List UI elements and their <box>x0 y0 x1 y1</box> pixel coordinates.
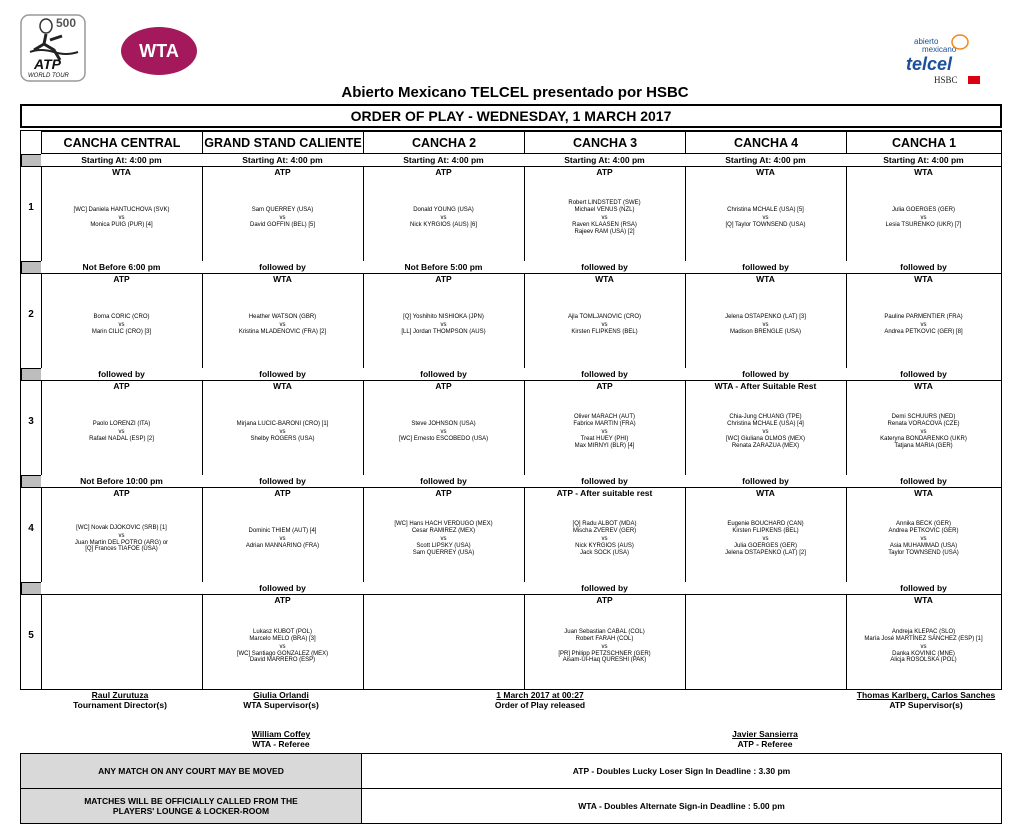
player-name: Kirsten FLIPKENS (BEL) <box>732 528 799 535</box>
match-cell <box>202 381 364 475</box>
player-name: [Q] Taylor TOWNSEND (USA) <box>725 222 806 228</box>
tour-label: ATP <box>113 381 130 391</box>
player-name: Pauline PARMENTIER (FRA) <box>884 314 963 321</box>
tour-label <box>363 595 524 605</box>
director-role: Tournament Director(s) <box>73 700 167 710</box>
match-start-header: followed by <box>846 582 1002 595</box>
player-name: David MARRERO (ESP) <box>249 657 316 664</box>
match-cell <box>202 595 364 690</box>
atp-text: ATP <box>34 56 61 72</box>
player-name: Chia-Jung CHUANG (TPE) <box>729 414 802 421</box>
match-players <box>846 605 1001 688</box>
match-players <box>846 284 1001 366</box>
atp-subtext: WORLD TOUR <box>28 73 69 79</box>
player-name: Tatjana MARIA (GER) <box>894 442 953 449</box>
match-start-header: followed by <box>202 475 364 488</box>
player-name: Andrea PETKOVIC (GER) [8] <box>884 329 963 335</box>
tour-label: ATP <box>435 381 452 391</box>
court-header-5: CANCHA 4 <box>685 131 847 154</box>
match-cell <box>846 274 1002 368</box>
match-cell <box>363 595 525 690</box>
player-name: [WC] Hans HACH VERDUGO (MEX) <box>394 521 493 528</box>
atp-500-text: 500 <box>56 16 77 30</box>
tour-label: WTA <box>273 381 292 391</box>
match-start-header: Starting At: 4:00 pm <box>524 154 686 167</box>
match-cell <box>41 488 203 582</box>
match-players <box>41 498 202 580</box>
atp-500-logo <box>20 14 86 82</box>
atp-deadline: ATP - Doubles Lucky Loser Sign In Deadline : 3.30 pm <box>361 753 1002 789</box>
telcel-brand: telcel <box>906 54 953 74</box>
player-name: Oliver MARACH (AUT) <box>574 414 635 421</box>
match-players <box>685 177 846 259</box>
tournament-director <box>40 690 200 710</box>
match-cell <box>202 167 364 261</box>
tour-label: WTA <box>595 274 614 284</box>
player-name: Dominic THIEM (AUT) [4] <box>248 528 317 535</box>
round-number: 2 <box>28 309 34 320</box>
player-name: Madison BRENGLE (USA) <box>729 329 802 335</box>
tour-label: ATP <box>113 274 130 284</box>
tour-label: ATP <box>596 595 613 605</box>
match-cell <box>524 274 686 368</box>
match-cell <box>363 274 525 368</box>
tour-label: WTA <box>756 488 775 498</box>
match-start-header: Not Before 5:00 pm <box>363 261 525 274</box>
tour-label: ATP <box>274 595 291 605</box>
match-players <box>524 391 685 473</box>
match-players <box>41 284 202 366</box>
match-cell <box>41 381 203 475</box>
versus-label: vs <box>762 536 769 542</box>
tour-label <box>685 595 846 605</box>
player-name: Donald YOUNG (USA) <box>413 207 474 214</box>
player-name: Marcelo MELO (BRA) [3] <box>249 635 316 642</box>
order-released <box>440 690 640 710</box>
match-cell <box>685 167 847 261</box>
player-name: Jelena OSTAPENKO (LAT) [2] <box>725 549 806 556</box>
tour-label: ATP <box>596 167 613 177</box>
player-name: Lukasz KUBOT (POL) <box>253 628 312 635</box>
player-name: Kateryna BONDARENKO (UKR) <box>880 436 967 442</box>
match-cell <box>685 488 847 582</box>
tour-label: WTA <box>273 274 292 284</box>
match-cell <box>685 381 847 475</box>
player-name: Eugenie BOUCHARD (CAN) <box>727 521 804 528</box>
versus-label: vs <box>920 536 927 542</box>
player-name: Sam QUERREY (USA) <box>251 207 314 214</box>
match-cell <box>685 595 847 690</box>
versus-label: vs <box>279 215 286 221</box>
row-header-marker <box>21 154 42 167</box>
player-name: Nick KYRGIOS (AUS) [6] <box>409 222 477 228</box>
match-cell <box>846 381 1002 475</box>
match-cell <box>202 488 364 582</box>
row-header-marker <box>21 368 42 381</box>
tour-label: WTA <box>112 167 131 177</box>
player-name: Demi SCHUURS (NED) <box>891 414 956 421</box>
player-name: David GOFFIN (BEL) [5] <box>249 222 315 228</box>
tour-label: WTA <box>914 274 933 284</box>
versus-label: vs <box>440 322 447 328</box>
player-name: [WC] Santiago GONZALEZ (MEX) <box>236 650 329 657</box>
tour-label: ATP <box>435 488 452 498</box>
player-name: [WC] Giuliana OLMOS (MEX) <box>725 436 805 442</box>
match-players <box>202 177 363 259</box>
match-start-header <box>685 582 847 595</box>
player-name: Andrea PETKOVIC (GER) <box>888 528 959 535</box>
player-name: Lesia TSURENKO (UKR) [7] <box>885 222 962 228</box>
player-name: Aisam-Ul-Haq QURESHI (PAK) <box>562 657 647 664</box>
match-start-header: followed by <box>846 261 1002 274</box>
player-name: Raven KLAASEN (RSA) <box>572 222 637 228</box>
court-header-2: GRAND STAND CALIENTE <box>202 131 364 154</box>
match-players <box>363 177 524 259</box>
match-start-header: followed by <box>202 582 364 595</box>
match-players <box>41 605 202 688</box>
versus-label: vs <box>601 322 608 328</box>
atp-supervisor <box>836 690 1016 710</box>
player-name: Renata ZARAZUA (MEX) <box>731 442 800 449</box>
match-cell <box>363 167 525 261</box>
player-name: Monica PUIG (PUR) [4] <box>90 222 153 228</box>
versus-label: vs <box>601 536 608 542</box>
order-of-play-title: ORDER OF PLAY - WEDNESDAY, 1 MARCH 2017 <box>20 104 1002 128</box>
telcel-line2: mexicano <box>922 45 957 54</box>
player-name: Cesar RAMIREZ (MEX) <box>411 528 476 535</box>
wta-supervisor-name: Giulia Orlandi <box>253 690 309 700</box>
court-header-1: CANCHA CENTRAL <box>41 131 203 154</box>
player-name: Steve JOHNSON (USA) <box>411 421 476 428</box>
player-name: Julia GOERGES (GER) <box>733 543 797 549</box>
player-name: Max MIRNYI (BLR) [4] <box>574 442 635 449</box>
match-players <box>363 284 524 366</box>
wta-logo <box>120 26 198 76</box>
match-cell <box>524 381 686 475</box>
player-name: Sam QUERREY (USA) <box>412 549 475 556</box>
player-name: Ajla TOMLJANOVIC (CRO) <box>567 314 642 321</box>
match-start-header: followed by <box>846 368 1002 381</box>
match-players <box>41 391 202 473</box>
versus-label: vs <box>920 643 927 650</box>
match-start-header: followed by <box>524 261 686 274</box>
tour-label: WTA <box>756 167 775 177</box>
wta-logo-text: WTA <box>139 41 179 61</box>
player-name: Danka KOVINIC (MNE) <box>892 650 955 657</box>
match-start-header: followed by <box>202 368 364 381</box>
player-name: Michael VENUS (NZL) <box>574 207 635 214</box>
round-number: 3 <box>28 416 34 427</box>
match-start-header: followed by <box>202 261 364 274</box>
match-players <box>685 284 846 366</box>
player-name: [Q] Radu ALBOT (MDA) <box>572 521 637 528</box>
tour-label: ATP <box>596 381 613 391</box>
player-name: Scott LIPSKY (USA) <box>416 543 471 549</box>
match-start-header: followed by <box>363 368 525 381</box>
versus-label: vs <box>920 215 927 221</box>
versus-label: vs <box>440 429 447 435</box>
versus-label: vs <box>118 215 125 221</box>
released-label: Order of Play released <box>494 700 586 710</box>
versus-label: vs <box>118 322 125 328</box>
court-header-3: CANCHA 2 <box>363 131 525 154</box>
director-name: Raul Zurutuza <box>91 690 149 700</box>
match-start-header: followed by <box>685 261 847 274</box>
match-players <box>202 605 363 688</box>
versus-label: vs <box>601 643 608 650</box>
match-players <box>202 498 363 580</box>
match-cell <box>363 488 525 582</box>
versus-label: vs <box>118 532 125 539</box>
match-players <box>524 498 685 580</box>
versus-label: vs <box>601 429 608 435</box>
match-players <box>524 605 685 688</box>
player-name: Juan Martin DEL POTRO (ARG) or <box>74 539 169 546</box>
match-players <box>524 284 685 366</box>
atp-supervisor-name: Thomas Karlberg, Carlos Sanches <box>856 690 996 700</box>
released-date: 1 March 2017 at 00:27 <box>496 690 584 700</box>
match-players <box>685 391 846 473</box>
telcel-line1: abierto <box>914 37 939 46</box>
player-name: Rafael NADAL (ESP) [2] <box>89 436 154 442</box>
wta-referee <box>201 729 361 749</box>
tournament-title: Abierto Mexicano TELCEL presentado por HSBC <box>341 84 689 101</box>
match-players <box>202 391 363 473</box>
player-name: [Q] Frances TIAFOE (USA) <box>85 546 158 553</box>
player-name: Rajeev RAM (USA) [2] <box>574 228 635 235</box>
court-header-6: CANCHA 1 <box>846 131 1002 154</box>
match-cell <box>524 595 686 690</box>
match-players <box>685 605 846 688</box>
player-name: Treat HUEY (PHI) <box>580 436 629 442</box>
player-name: Fabrice MARTIN (FRA) <box>573 421 636 428</box>
match-players <box>846 498 1001 580</box>
versus-label: vs <box>920 322 927 328</box>
match-start-header: Starting At: 4:00 pm <box>846 154 1002 167</box>
match-players <box>363 498 524 580</box>
wta-referee-name: William Coffey <box>251 729 311 739</box>
player-name: María José MARTÍNEZ SÁNCHEZ (ESP) [1] <box>864 635 983 642</box>
player-name: Kristina MLADENOVIC (FRA) [2] <box>238 329 327 335</box>
player-name: Asia MUHAMMAD (USA) <box>889 543 958 549</box>
tour-label: ATP <box>435 167 452 177</box>
round-number: 5 <box>28 630 34 641</box>
player-name: [Q] Yoshihito NISHIOKA (JPN) <box>403 314 484 321</box>
player-name: Alicja ROSOLSKA (POL) <box>890 657 957 664</box>
player-name: Annika BECK (GER) <box>895 521 952 528</box>
match-cell <box>363 381 525 475</box>
player-name: Nick KYRGIOS (AUS) <box>575 543 634 549</box>
player-name: [WC] Novak DJOKOVIC (SRB) [1] <box>76 524 167 531</box>
row-header-marker <box>21 261 42 274</box>
round-number: 1 <box>28 202 34 213</box>
match-players <box>202 284 363 366</box>
tour-label: WTA - After Suitable Rest <box>714 381 817 391</box>
player-name: Andreja KLEPAC (SLO) <box>891 628 956 635</box>
match-start-header: followed by <box>524 475 686 488</box>
versus-label: vs <box>440 536 447 542</box>
match-start-header: Starting At: 4:00 pm <box>685 154 847 167</box>
player-name: [WC] Ernesto ESCOBEDO (USA) <box>398 436 489 442</box>
wta-supervisor-role: WTA Supervisor(s) <box>243 700 319 710</box>
match-players <box>685 498 846 580</box>
match-start-header: followed by <box>685 475 847 488</box>
player-name: Borna CORIC (CRO) <box>93 314 150 321</box>
tour-label: ATP <box>274 488 291 498</box>
match-players <box>524 177 685 259</box>
player-name: Mirjana LUCIC-BARONI (CRO) [1] <box>236 421 329 428</box>
match-cell <box>41 167 203 261</box>
player-name: Julia GOERGES (GER) <box>891 207 955 214</box>
tour-label: ATP <box>113 488 130 498</box>
wta-supervisor <box>201 690 361 710</box>
versus-label: vs <box>920 429 927 435</box>
match-players <box>846 391 1001 473</box>
player-name: [WC] Daniela HANTUCHOVA (SVK) <box>73 207 170 214</box>
versus-label: vs <box>762 429 769 435</box>
match-start-header: Not Before 10:00 pm <box>41 475 203 488</box>
versus-label: vs <box>279 322 286 328</box>
atp-referee-role: ATP - Referee <box>737 739 793 749</box>
abierto-mexicano-telcel-logo <box>886 34 998 90</box>
notice-matches-called: MATCHES WILL BE OFFICIALLY CALLED FROM THE PLAYERS' LOUNGE & LOCKER-ROOM <box>20 788 362 824</box>
player-name: [LL] Jordan THOMPSON (AUS) <box>401 329 486 335</box>
player-name: [PR] Philipp PETZSCHNER (GER) <box>558 650 651 657</box>
match-start-header: followed by <box>846 475 1002 488</box>
tour-label: WTA <box>756 274 775 284</box>
player-name: Paolo LORENZI (ITA) <box>92 421 151 428</box>
tour-label: WTA <box>914 488 933 498</box>
match-players <box>363 391 524 473</box>
versus-label: vs <box>762 215 769 221</box>
versus-label: vs <box>601 215 608 221</box>
player-name: Jelena OSTAPENKO (LAT) [3] <box>725 314 806 321</box>
row-header-marker <box>21 475 42 488</box>
player-name: Adrian MANNARINO (FRA) <box>245 543 320 549</box>
match-start-header: Not Before 6:00 pm <box>41 261 203 274</box>
match-cell <box>846 595 1002 690</box>
versus-label: vs <box>279 429 286 435</box>
match-cell <box>41 274 203 368</box>
tour-label: ATP - After suitable rest <box>556 488 653 498</box>
match-cell <box>524 167 686 261</box>
match-players <box>846 177 1001 259</box>
player-name: Taylor TOWNSEND (USA) <box>888 549 959 556</box>
tour-label: ATP <box>435 274 452 284</box>
match-start-header <box>41 582 203 595</box>
match-start-header: followed by <box>685 368 847 381</box>
player-name: Heather WATSON (GBR) <box>248 314 317 321</box>
atp-referee-name: Javier Sansierra <box>732 729 798 739</box>
atp-referee <box>685 729 845 749</box>
hsbc-text: HSBC <box>934 75 958 85</box>
versus-label: vs <box>279 536 286 542</box>
match-start-header: Starting At: 4:00 pm <box>41 154 203 167</box>
match-start-header: followed by <box>524 368 686 381</box>
player-name: Jack SOCK (USA) <box>579 549 629 556</box>
versus-label: vs <box>762 322 769 328</box>
match-start-header: followed by <box>524 582 686 595</box>
match-start-header: Starting At: 4:00 pm <box>202 154 364 167</box>
match-cell <box>41 595 203 690</box>
match-start-header: followed by <box>363 475 525 488</box>
player-name: Mischa ZVEREV (GER) <box>572 528 637 535</box>
round-number: 4 <box>28 523 34 534</box>
notice-match-moved: ANY MATCH ON ANY COURT MAY BE MOVED <box>20 753 362 789</box>
player-name: Christina MCHALE (USA) [4] <box>727 421 804 428</box>
tour-label: WTA <box>914 595 933 605</box>
match-players <box>41 177 202 259</box>
player-name: Robert FARAH (COL) <box>575 635 634 642</box>
match-start-header: Starting At: 4:00 pm <box>363 154 525 167</box>
tour-label: WTA <box>914 167 933 177</box>
player-name: Kirsten FLIPKENS (BEL) <box>571 329 638 335</box>
tour-label: ATP <box>274 167 291 177</box>
match-cell <box>202 274 364 368</box>
versus-label: vs <box>440 215 447 221</box>
match-cell <box>846 488 1002 582</box>
row-header-marker <box>21 582 42 595</box>
match-cell <box>685 274 847 368</box>
wta-deadline: WTA - Doubles Alternate Sign-in Deadline : 5.00 pm <box>361 788 1002 824</box>
court-header-4: CANCHA 3 <box>524 131 686 154</box>
schedule-grid <box>20 130 1002 690</box>
wta-referee-role: WTA - Referee <box>252 739 310 749</box>
tour-label: WTA <box>914 381 933 391</box>
match-start-header: followed by <box>41 368 203 381</box>
player-name: Shelby ROGERS (USA) <box>250 436 315 442</box>
player-name: Christina MCHALE (USA) [5] <box>727 207 804 214</box>
match-players <box>363 605 524 688</box>
match-start-header <box>363 582 525 595</box>
player-name: Marin CILIC (CRO) [3] <box>91 329 152 335</box>
player-name: Robert LINDSTEDT (SWE) <box>568 200 641 207</box>
versus-label: vs <box>118 429 125 435</box>
atp-supervisor-role: ATP Supervisor(s) <box>889 700 963 710</box>
tour-label <box>41 595 202 605</box>
match-cell <box>846 167 1002 261</box>
versus-label: vs <box>279 643 286 650</box>
match-cell <box>524 488 686 582</box>
player-name: Juan Sebastian CABAL (COL) <box>564 628 645 635</box>
player-name: Renata VORACOVA (CZE) <box>887 421 960 428</box>
